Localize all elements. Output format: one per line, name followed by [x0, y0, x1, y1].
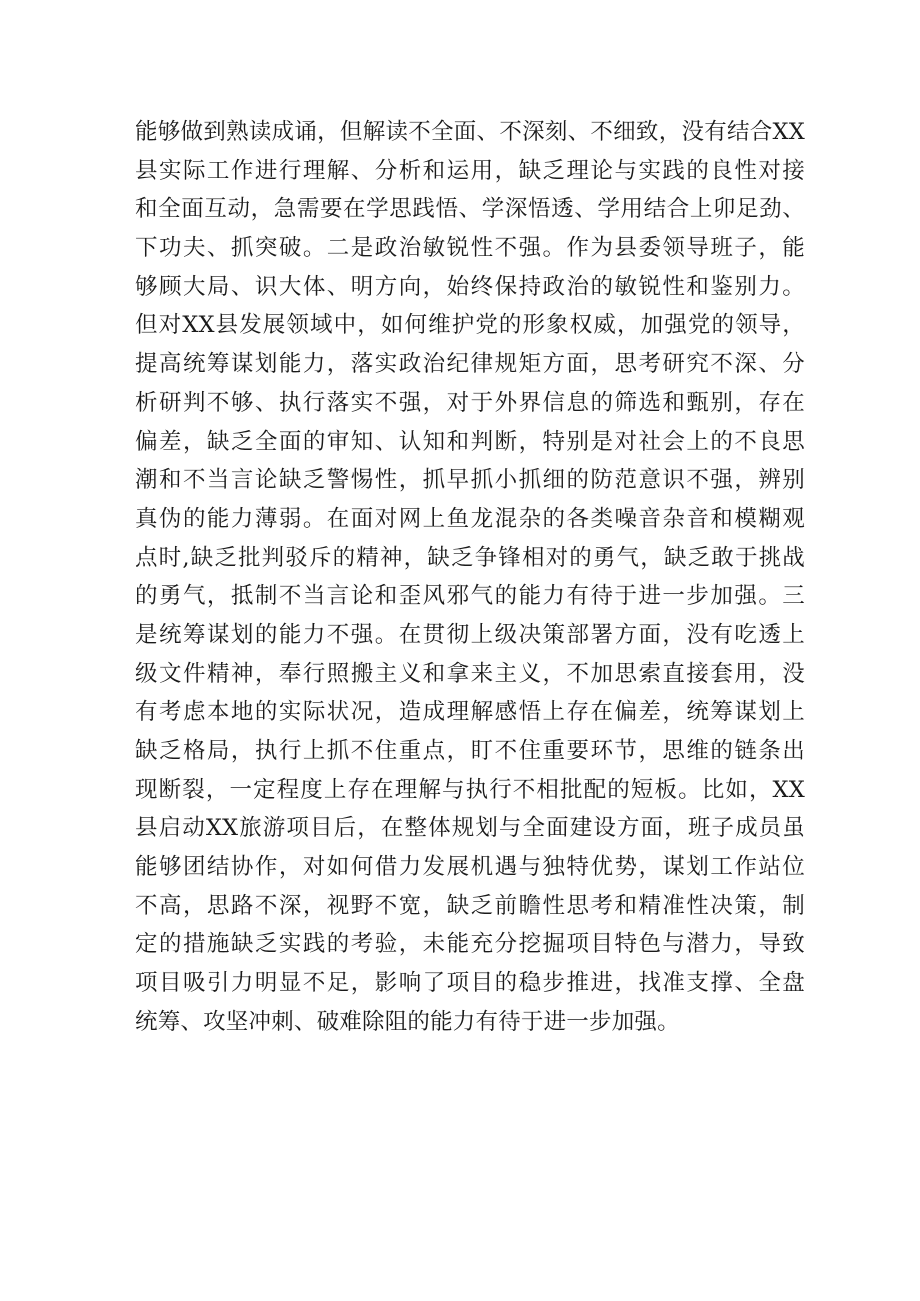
text-line: 够顾大局、识大体、明方向，始终保持政治的敏锐性和鉴别力。	[135, 273, 805, 300]
text-line: 提高统筹谋划能力，落实政治纪律规矩方面，思考研究不深、分	[135, 351, 805, 378]
text-line: 县实际工作进行理解、分析和运用，缺乏理论与实践的良性对接	[135, 157, 805, 184]
text-line: 是统筹谋划的能力不强。在贯彻上级决策部署方面，没有吃透上	[135, 621, 805, 648]
text-line: 定的措施缺乏实践的考验，未能充分挖掘项目特色与潜力，导致	[135, 931, 805, 958]
text-line: 缺乏格局，执行上抓不住重点，盯不住重要环节，思维的链条出	[135, 738, 805, 764]
text-line: 现断裂，一定程度上存在理解与执行不相批配的短板。比如，XX	[135, 776, 805, 803]
text-line: 的勇气，抵制不当言论和歪风邪气的能力有待于进一步加强。三	[135, 583, 805, 610]
text-line: 下功夫、抓突破。二是政治敏锐性不强。作为县委领导班子，能	[135, 235, 805, 262]
text-line: 有考虑本地的实际状况，造成理解感悟上存在偏差，统筹谋划上	[135, 699, 805, 726]
text-line: 点时,缺乏批判驳斥的精神，缺乏争锋相对的勇气，缺乏敢于挑战	[135, 544, 805, 571]
body-paragraph	[135, 113, 805, 1042]
text-line: 能够团结协作，对如何借力发展机遇与独特优势，谋划工作站位	[135, 854, 805, 881]
text-line: 潮和不当言论缺乏警惕性，抓早抓小抓细的防范意识不强，辨别	[135, 467, 805, 494]
text-line: 能够做到熟读成诵，但解读不全面、不深刻、不细致，没有结合XX	[135, 119, 805, 145]
text-line: 析研判不够、执行落实不强，对于外界信息的筛选和甄别，存在	[135, 389, 805, 416]
text-line: 级文件精神，奉行照搬主义和拿来主义，不加思索直接套用，没	[135, 660, 805, 687]
text-line: 项目吸引力明显不足，影响了项目的稳步推进，找准支撑、全盘	[135, 970, 805, 997]
text-line: 不高，思路不深，视野不宽，缺乏前瞻性思考和精准性决策，制	[135, 892, 805, 919]
text-line: 和全面互动，急需要在学思践悟、学深悟透、学用结合上卯足劲、	[135, 196, 805, 223]
text-line: 偏差，缺乏全面的审知、认知和判断，特别是对社会上的不良思	[135, 428, 805, 455]
text-line: 真伪的能力薄弱。在面对网上鱼龙混杂的各类噪音杂音和模糊观	[135, 505, 805, 532]
text-line: 但对XX县发展领域中，如何维护党的形象权威，加强党的领导，	[135, 312, 805, 339]
text-line: 县启动XX旅游项目后，在整体规划与全面建设方面，班子成员虽	[135, 815, 805, 842]
text-line: 统筹、攻坚冲刺、破难除阻的能力有待于进一步加强。	[135, 1008, 680, 1035]
